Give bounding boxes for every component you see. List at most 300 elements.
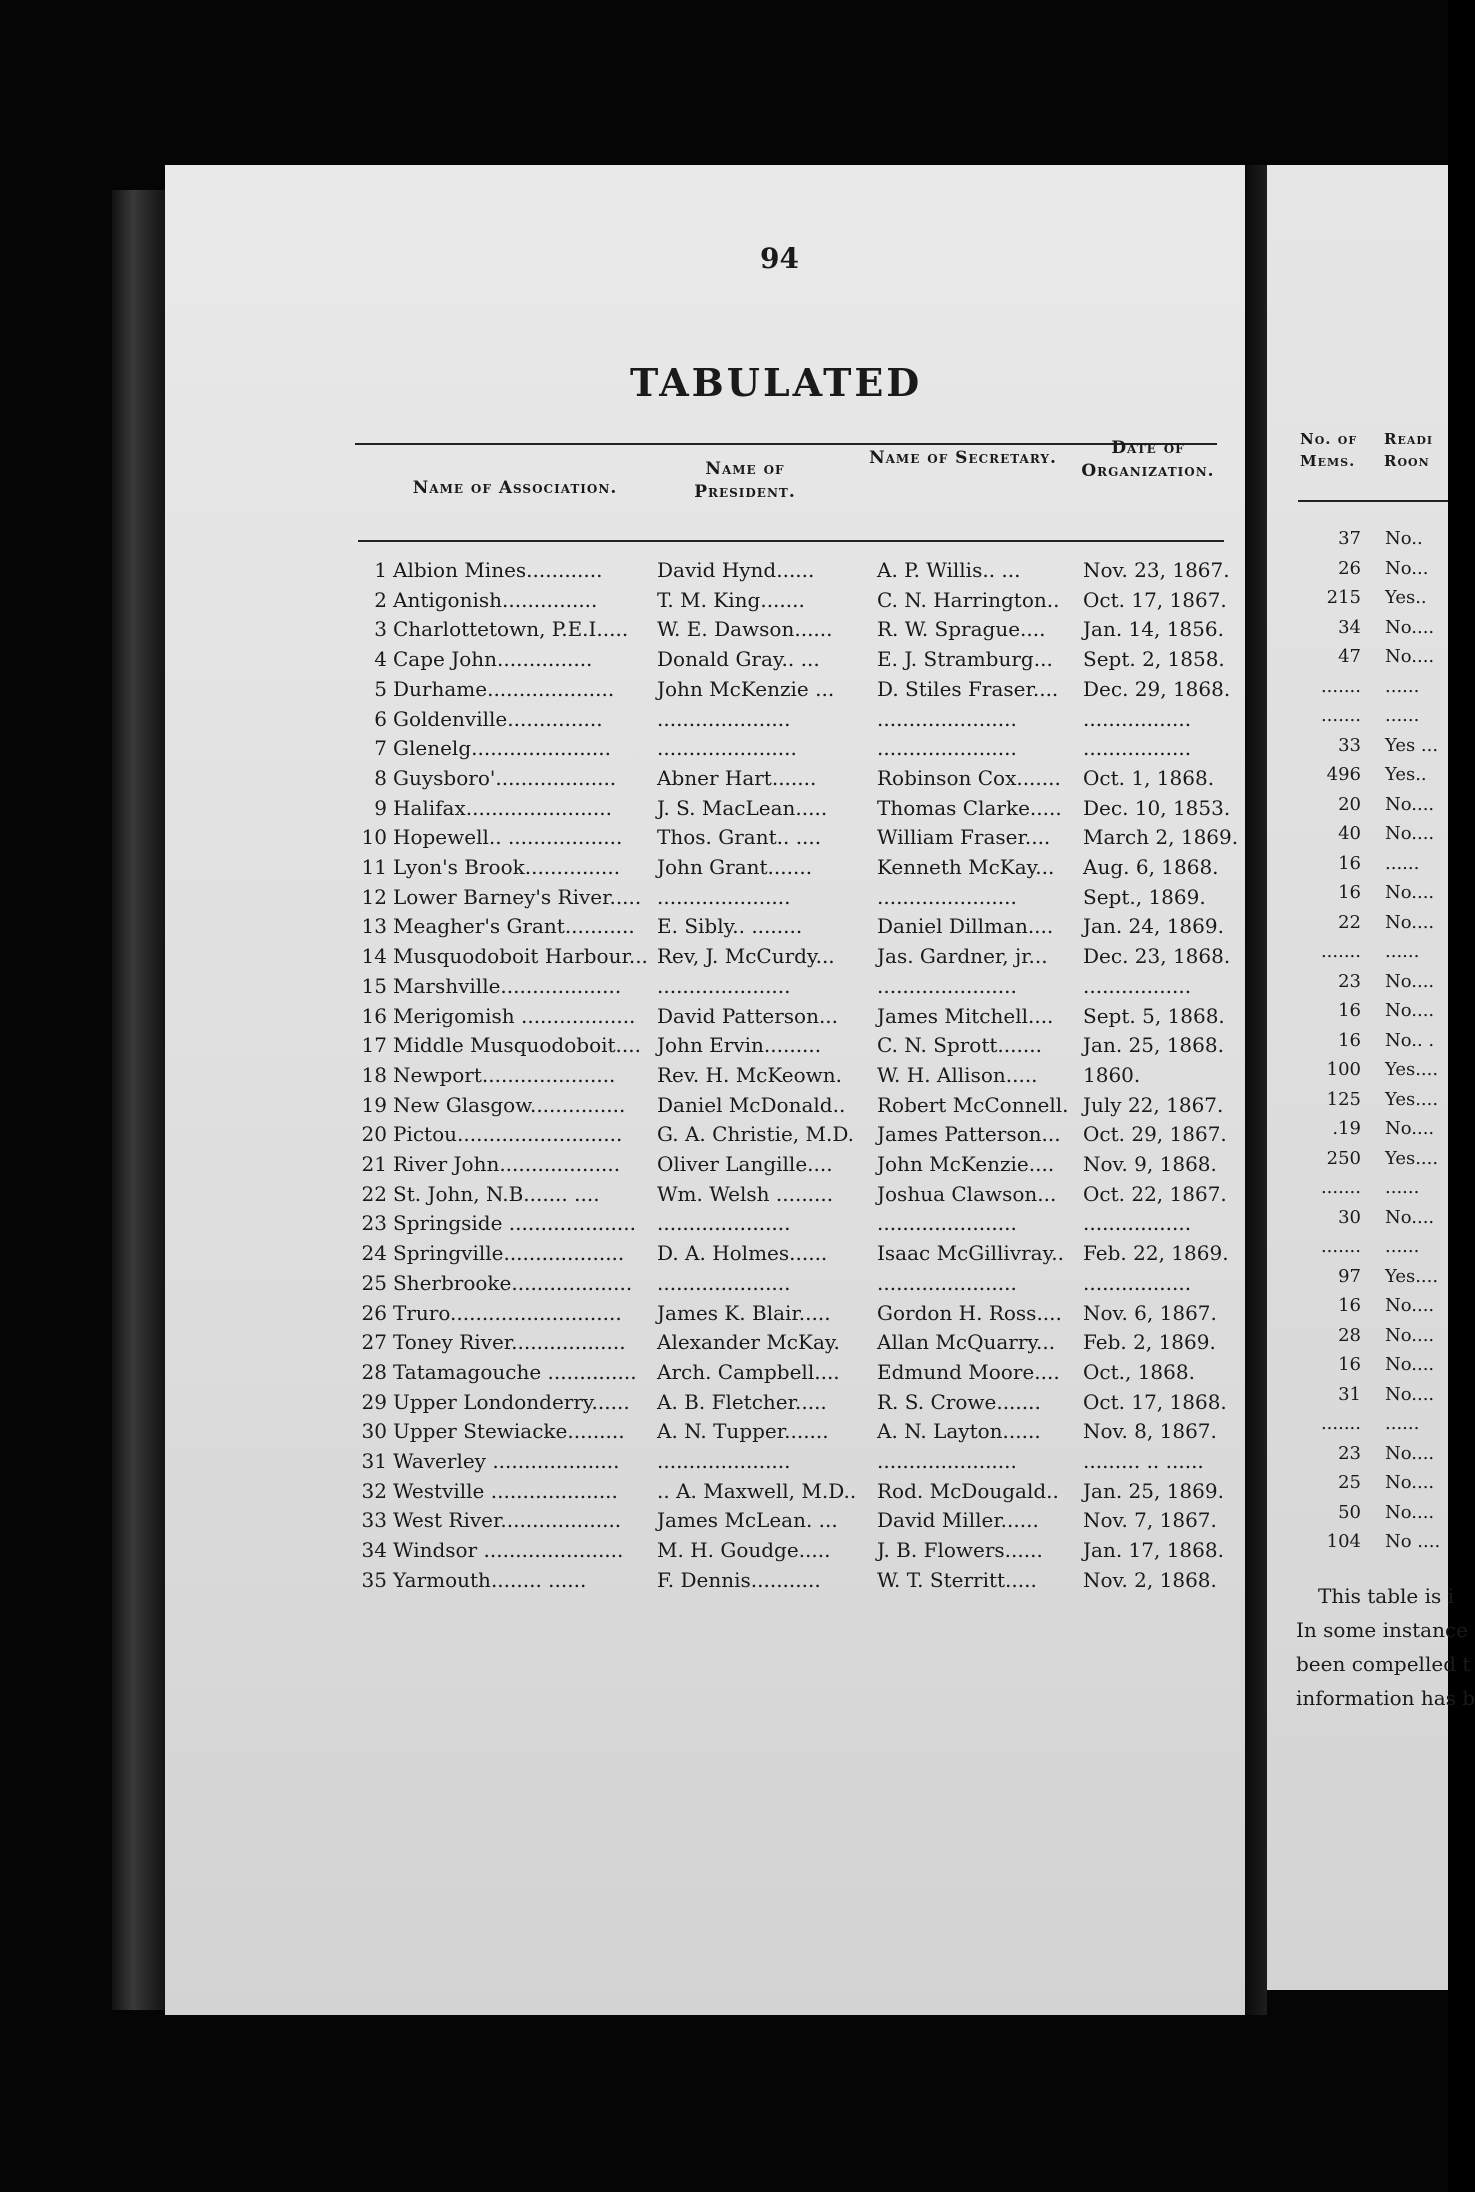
association-name: Glenelg...................... [393, 736, 611, 761]
table-row [165, 705, 1245, 734]
table-row [165, 1031, 1245, 1060]
organization-date: ................. [1083, 736, 1192, 761]
row-number: 11 [361, 855, 387, 879]
right-table-row [1267, 1232, 1448, 1261]
member-count: 31 [1338, 1383, 1361, 1405]
association-name: Newport..................... [393, 1062, 616, 1087]
president-name: ..................... [657, 706, 791, 731]
member-count: ....... [1320, 1236, 1361, 1257]
secretary-name: Daniel Dillman.... [877, 914, 1054, 939]
president-name: G. A. Christie, M.D. [657, 1122, 855, 1147]
president-name: Donald Gray.. ... [657, 647, 820, 672]
table-row [165, 1091, 1245, 1120]
member-count: 250 [1326, 1147, 1361, 1169]
secretary-name: David Miller...... [877, 1508, 1039, 1533]
association-name: Westville .................... [393, 1478, 618, 1503]
table-row [165, 1180, 1245, 1209]
right-table-row [1267, 1173, 1448, 1202]
right-header-reading: Readi Roon [1384, 430, 1434, 470]
right-table-row [1267, 1439, 1448, 1468]
association-name: Hopewell.. .................. [393, 825, 623, 850]
secretary-name: John McKenzie.... [877, 1152, 1055, 1176]
member-count: 26 [1338, 557, 1361, 579]
right-table-row [1267, 819, 1448, 848]
secretary-name: Edmund Moore.... [877, 1359, 1060, 1384]
secretary-name: Robinson Cox....... [877, 765, 1061, 790]
association-name: Windsor ...................... [393, 1538, 624, 1563]
row-number: 25 [361, 1270, 387, 1295]
row-number: 2 [374, 587, 387, 612]
member-count: 97 [1338, 1265, 1361, 1287]
organization-date: Jan. 17, 1868. [1083, 1538, 1224, 1563]
table-row [165, 853, 1245, 882]
member-count: 37 [1338, 528, 1361, 549]
secretary-name: E. J. Stramburg... [877, 647, 1053, 672]
footnote-line: been compelled t [1296, 1652, 1471, 1676]
right-table-row [1267, 908, 1448, 937]
row-number: 14 [361, 944, 387, 969]
member-count: 125 [1326, 1088, 1361, 1110]
president-name: Alexander McKay. [657, 1330, 840, 1355]
table-row [165, 1061, 1245, 1090]
reading-room: ...... [1385, 852, 1420, 874]
president-name: M. H. Goudge..... [657, 1538, 831, 1563]
right-table-row [1267, 701, 1448, 730]
reading-room: ...... [1385, 941, 1420, 962]
right-table-row [1267, 1203, 1448, 1232]
row-number: 15 [361, 973, 387, 998]
header-date: Date of Organization. [1081, 438, 1215, 481]
secretary-name: J. B. Flowers...... [877, 1538, 1043, 1563]
row-number: 5 [374, 676, 387, 701]
president-name: David Patterson... [657, 1003, 839, 1028]
right-table-row [1267, 967, 1448, 996]
secretary-name: ...................... [877, 1449, 1017, 1473]
organization-date: Oct. 22, 1867. [1083, 1181, 1227, 1206]
row-number: 35 [361, 1567, 387, 1592]
member-count: 104 [1326, 1531, 1361, 1552]
organization-date: 1860. [1083, 1062, 1141, 1087]
table-row [165, 675, 1245, 704]
secretary-name: A. P. Willis.. ... [877, 558, 1021, 582]
association-name: Sherbrooke................... [393, 1270, 633, 1295]
table-row [165, 764, 1245, 793]
right-table-row [1267, 996, 1448, 1025]
secretary-name: D. Stiles Fraser.... [877, 676, 1059, 701]
secretary-name: James Mitchell.... [877, 1003, 1054, 1028]
organization-date: Oct. 29, 1867. [1083, 1122, 1227, 1147]
member-count: .19 [1332, 1118, 1361, 1139]
page-gutter [1245, 165, 1267, 2015]
member-count: 20 [1338, 793, 1361, 815]
table-row [165, 1150, 1245, 1179]
association-name: Yarmouth........ ...... [393, 1567, 587, 1592]
member-count: 47 [1338, 646, 1361, 667]
association-name: Guysboro'................... [393, 765, 617, 790]
member-count: 16 [1338, 1029, 1361, 1051]
president-name: Rev, J. McCurdy... [657, 944, 835, 969]
member-count: 496 [1326, 764, 1361, 785]
reading-room: ...... [1385, 1177, 1420, 1198]
president-name: John Grant....... [657, 855, 813, 879]
organization-date: Jan. 14, 1856. [1083, 617, 1224, 642]
table-row [165, 1239, 1245, 1268]
secretary-name: Isaac McGillivray.. [877, 1241, 1064, 1266]
member-count: 23 [1338, 1442, 1361, 1464]
president-name: Rev. H. McKeown. [657, 1062, 843, 1087]
row-number: 24 [361, 1241, 387, 1266]
right-table-row [1267, 1350, 1448, 1379]
row-number: 23 [361, 1211, 387, 1236]
association-name: Goldenville............... [393, 706, 603, 731]
row-number: 1 [374, 558, 387, 582]
president-name: John Ervin......... [657, 1033, 822, 1058]
row-number: 3 [374, 617, 387, 642]
president-name: ..................... [657, 1211, 791, 1236]
association-name: Lyon's Brook............... [393, 855, 621, 879]
association-name: Springside .................... [393, 1211, 636, 1236]
member-count: 22 [1338, 911, 1361, 933]
association-name: Pictou.......................... [393, 1122, 623, 1147]
row-number: 26 [361, 1300, 387, 1325]
row-number: 33 [361, 1508, 387, 1533]
row-number: 12 [361, 884, 387, 909]
secretary-name: C. N. Harrington.. [877, 587, 1060, 612]
secretary-name: Joshua Clawson... [877, 1181, 1057, 1206]
table-row [165, 556, 1245, 585]
right-table-row [1267, 554, 1448, 583]
reading-room: No .... [1385, 1531, 1441, 1552]
row-number: 17 [361, 1033, 387, 1058]
reading-room: No.... [1385, 1118, 1435, 1139]
reading-room: No.... [1385, 1354, 1435, 1375]
organization-date: Dec. 29, 1868. [1083, 676, 1231, 701]
row-number: 8 [374, 765, 387, 790]
organization-date: ......... .. ...... [1083, 1449, 1204, 1473]
secretary-name: ...................... [877, 973, 1017, 998]
secretary-name: Kenneth McKay... [877, 855, 1055, 879]
association-name: Antigonish............... [393, 587, 598, 612]
reading-room: Yes.. [1385, 764, 1427, 785]
row-number: 13 [361, 914, 387, 939]
reading-room: Yes.... [1385, 1265, 1439, 1287]
row-number: 16 [361, 1003, 387, 1028]
president-name: Thos. Grant.. .... [657, 825, 822, 850]
row-number: 7 [374, 736, 387, 761]
right-table-row [1267, 1468, 1448, 1497]
secretary-name: W. H. Allison..... [877, 1062, 1038, 1087]
header-president: Name of President. [694, 459, 796, 502]
row-number: 32 [361, 1478, 387, 1503]
right-table-row [1267, 760, 1448, 789]
reading-room: No.... [1385, 1442, 1435, 1464]
president-name: ..................... [657, 1449, 791, 1473]
table-row [165, 1299, 1245, 1328]
secretary-name: A. N. Layton...... [877, 1419, 1041, 1444]
organization-date: Nov. 6, 1867. [1083, 1300, 1217, 1325]
organization-date: ................. [1083, 1211, 1192, 1236]
member-count: 16 [1338, 852, 1361, 874]
row-number: 30 [361, 1419, 387, 1444]
row-number: 18 [361, 1062, 387, 1087]
president-name: A. B. Fletcher..... [657, 1389, 827, 1414]
header-secretary: Name of Secretary. [869, 448, 1057, 468]
reading-room: Yes.. [1385, 587, 1427, 608]
association-name: Toney River.................. [393, 1330, 626, 1355]
right-table-row [1267, 1144, 1448, 1173]
row-number: 27 [361, 1330, 387, 1355]
reading-room: ...... [1385, 675, 1420, 697]
right-table-row [1267, 1114, 1448, 1143]
member-count: ....... [1320, 941, 1361, 962]
secretary-name: ...................... [877, 1270, 1017, 1295]
member-count: 16 [1338, 1295, 1361, 1316]
right-table-row [1267, 849, 1448, 878]
president-name: ..................... [657, 1270, 791, 1295]
right-table-row [1267, 937, 1448, 966]
table-row [165, 1328, 1245, 1357]
member-count: 50 [1338, 1501, 1361, 1523]
president-name: D. A. Holmes...... [657, 1241, 828, 1266]
organization-date: Nov. 9, 1868. [1083, 1152, 1217, 1176]
right-table-row [1267, 731, 1448, 760]
secretary-name: Thomas Clarke..... [877, 795, 1062, 820]
member-count: ....... [1320, 705, 1361, 726]
row-number: 29 [361, 1389, 387, 1414]
president-name: David Hynd...... [657, 558, 815, 582]
president-name: Abner Hart....... [657, 765, 817, 790]
table-row [165, 645, 1245, 674]
president-name: T. M. King....... [657, 587, 805, 612]
organization-date: ................. [1083, 1270, 1192, 1295]
organization-date: Oct. 17, 1868. [1083, 1389, 1227, 1414]
table-row [165, 1506, 1245, 1535]
secretary-name: R. S. Crowe....... [877, 1389, 1041, 1414]
member-count: 215 [1326, 587, 1361, 608]
reading-room: No.... [1385, 1000, 1435, 1021]
table-row [165, 972, 1245, 1001]
secretary-name: ...................... [877, 706, 1017, 731]
right-table-row [1267, 1409, 1448, 1438]
association-name: Meagher's Grant........... [393, 914, 635, 939]
right-table-row [1267, 642, 1448, 671]
secretary-name: Robert McConnell. [877, 1092, 1069, 1117]
president-name: W. E. Dawson...... [657, 617, 833, 642]
secretary-name: Allan McQuarry... [877, 1330, 1056, 1355]
reading-room: Yes ... [1385, 734, 1439, 756]
association-name: Cape John............... [393, 647, 593, 672]
reading-room: No.... [1385, 1383, 1435, 1405]
organization-date: Feb. 22, 1869. [1083, 1241, 1229, 1266]
reading-room: No.... [1385, 970, 1435, 992]
footnote-line: information has b [1296, 1686, 1475, 1710]
secretary-name: C. N. Sprott....... [877, 1033, 1042, 1058]
row-number: 9 [374, 795, 387, 820]
reading-room: ...... [1385, 705, 1420, 726]
table-row [165, 823, 1245, 852]
member-count: 34 [1338, 616, 1361, 638]
secretary-name: Jas. Gardner, jr... [877, 944, 1048, 969]
organization-date: Feb. 2, 1869. [1083, 1330, 1216, 1355]
organization-date: March 2, 1869. [1083, 825, 1239, 850]
reading-room: No.... [1385, 1501, 1435, 1523]
organization-date: Oct. 1, 1868. [1083, 765, 1215, 790]
table-row [165, 1358, 1245, 1387]
organization-date: Jan. 25, 1869. [1083, 1478, 1224, 1503]
organization-date: Jan. 24, 1869. [1083, 914, 1224, 939]
right-table-row [1267, 672, 1448, 701]
association-name: Charlottetown, P.E.I..... [393, 617, 629, 642]
member-count: ....... [1320, 1177, 1361, 1198]
right-table-row [1267, 1085, 1448, 1114]
organization-date: Nov. 8, 1867. [1083, 1419, 1217, 1444]
member-count: 28 [1338, 1324, 1361, 1346]
right-table-row [1267, 1321, 1448, 1350]
member-count: ....... [1320, 1413, 1361, 1434]
right-table-row [1267, 878, 1448, 907]
association-name: Springville................... [393, 1241, 625, 1266]
table-row [165, 1536, 1245, 1565]
right-table-row [1267, 790, 1448, 819]
president-name: Wm. Welsh ......... [657, 1181, 834, 1206]
reading-room: ...... [1385, 1236, 1420, 1257]
reading-room: No.... [1385, 1324, 1435, 1346]
organization-date: Oct., 1868. [1083, 1359, 1195, 1384]
president-name: John McKenzie ... [657, 676, 835, 701]
row-number: 22 [361, 1181, 387, 1206]
reading-room: Yes.... [1385, 1088, 1439, 1110]
secretary-name: Gordon H. Ross.... [877, 1300, 1062, 1325]
row-number: 20 [361, 1122, 387, 1147]
president-name: James K. Blair..... [657, 1300, 831, 1325]
reading-room: No.... [1385, 646, 1435, 667]
row-number: 28 [361, 1359, 387, 1384]
association-name: Lower Barney's River..... [393, 884, 642, 909]
president-name: A. N. Tupper....... [657, 1419, 829, 1444]
member-count: 25 [1338, 1472, 1361, 1493]
page-title: TABULATED [630, 360, 923, 405]
member-count: ....... [1320, 675, 1361, 697]
organization-date: Sept. 5, 1868. [1083, 1003, 1225, 1028]
secretary-name: R. W. Sprague.... [877, 617, 1046, 642]
organization-date: Sept., 1869. [1083, 884, 1206, 909]
organization-date: Aug. 6, 1868. [1083, 855, 1219, 879]
table-row [165, 1209, 1245, 1238]
table-row [165, 586, 1245, 615]
row-number: 4 [374, 647, 387, 672]
organization-date: Dec. 23, 1868. [1083, 944, 1231, 969]
footnote-line: In some instance [1296, 1618, 1469, 1642]
president-name: .. A. Maxwell, M.D.. [657, 1478, 857, 1503]
reading-room: No.... [1385, 1472, 1435, 1493]
secretary-name: ...................... [877, 736, 1017, 761]
right-table-row [1267, 524, 1448, 553]
table-row [165, 1002, 1245, 1031]
table-row [165, 1120, 1245, 1149]
association-name: Truro........................... [393, 1300, 622, 1325]
president-name: ...................... [657, 736, 797, 761]
association-name: Albion Mines............ [393, 558, 603, 582]
organization-date: Nov. 23, 1867. [1083, 558, 1230, 582]
secretary-name: Rod. McDougald.. [877, 1478, 1059, 1503]
footnote-line: This table is i [1318, 1584, 1455, 1608]
reading-room: No.... [1385, 1295, 1435, 1316]
table-row [165, 1417, 1245, 1446]
table-row [165, 1566, 1245, 1595]
member-count: 16 [1338, 1000, 1361, 1021]
secretary-name: ...................... [877, 884, 1017, 909]
header-bottom-rule [358, 540, 1224, 542]
organization-date: Nov. 7, 1867. [1083, 1508, 1217, 1533]
member-count: 16 [1338, 1354, 1361, 1375]
member-count: 100 [1326, 1059, 1361, 1080]
table-row [165, 794, 1245, 823]
header-association: Name of Association. [412, 478, 618, 498]
table-row [165, 734, 1245, 763]
secretary-name: W. T. Sterritt..... [877, 1567, 1037, 1592]
association-name: Merigomish .................. [393, 1003, 636, 1028]
member-count: 30 [1338, 1206, 1361, 1228]
right-table-row [1267, 1527, 1448, 1556]
right-table-row [1267, 1291, 1448, 1320]
secretary-name: James Patterson... [877, 1122, 1061, 1147]
reading-room: ...... [1385, 1413, 1420, 1434]
association-name: Musquodoboit Harbour... [393, 944, 648, 969]
reading-room: No.. . [1385, 1029, 1435, 1051]
association-name: Halifax....................... [393, 795, 612, 820]
association-name: Marshville................... [393, 973, 622, 998]
member-count: 33 [1338, 734, 1361, 756]
right-table-row [1267, 1026, 1448, 1055]
table-row [165, 942, 1245, 971]
table-row [165, 1477, 1245, 1506]
right-table-row [1267, 1262, 1448, 1291]
association-name: Upper Stewiacke......... [393, 1419, 625, 1444]
row-number: 6 [374, 706, 387, 731]
reading-room: No.... [1385, 911, 1435, 933]
president-name: F. Dennis........... [657, 1567, 821, 1592]
row-number: 31 [361, 1449, 387, 1473]
organization-date: July 22, 1867. [1083, 1092, 1224, 1117]
member-count: 23 [1338, 970, 1361, 992]
right-table-row [1267, 1055, 1448, 1084]
row-number: 19 [361, 1092, 387, 1117]
right-table-row [1267, 1498, 1448, 1527]
reading-room: No.... [1385, 823, 1435, 844]
association-name: New Glasgow............... [393, 1092, 626, 1117]
president-name: James McLean. ... [657, 1508, 838, 1533]
association-name: Waverley .................... [393, 1449, 620, 1473]
president-name: ..................... [657, 884, 791, 909]
book-spine [112, 190, 172, 2010]
association-name: Durhame.................... [393, 676, 615, 701]
table-row [165, 1447, 1245, 1476]
organization-date: Oct. 17, 1867. [1083, 587, 1227, 612]
table-row [165, 883, 1245, 912]
organization-date: Dec. 10, 1853. [1083, 795, 1231, 820]
reading-room: No... [1385, 557, 1429, 579]
reading-room: No.... [1385, 616, 1435, 638]
reading-room: Yes.... [1385, 1059, 1439, 1080]
row-number: 10 [361, 825, 387, 850]
secretary-name: ...................... [877, 1211, 1017, 1236]
president-name: J. S. MacLean..... [657, 795, 828, 820]
president-name: Daniel McDonald.. [657, 1092, 846, 1117]
association-name: River John................... [393, 1152, 621, 1176]
member-count: 16 [1338, 882, 1361, 903]
right-table-row [1267, 1380, 1448, 1409]
row-number: 21 [361, 1152, 387, 1176]
